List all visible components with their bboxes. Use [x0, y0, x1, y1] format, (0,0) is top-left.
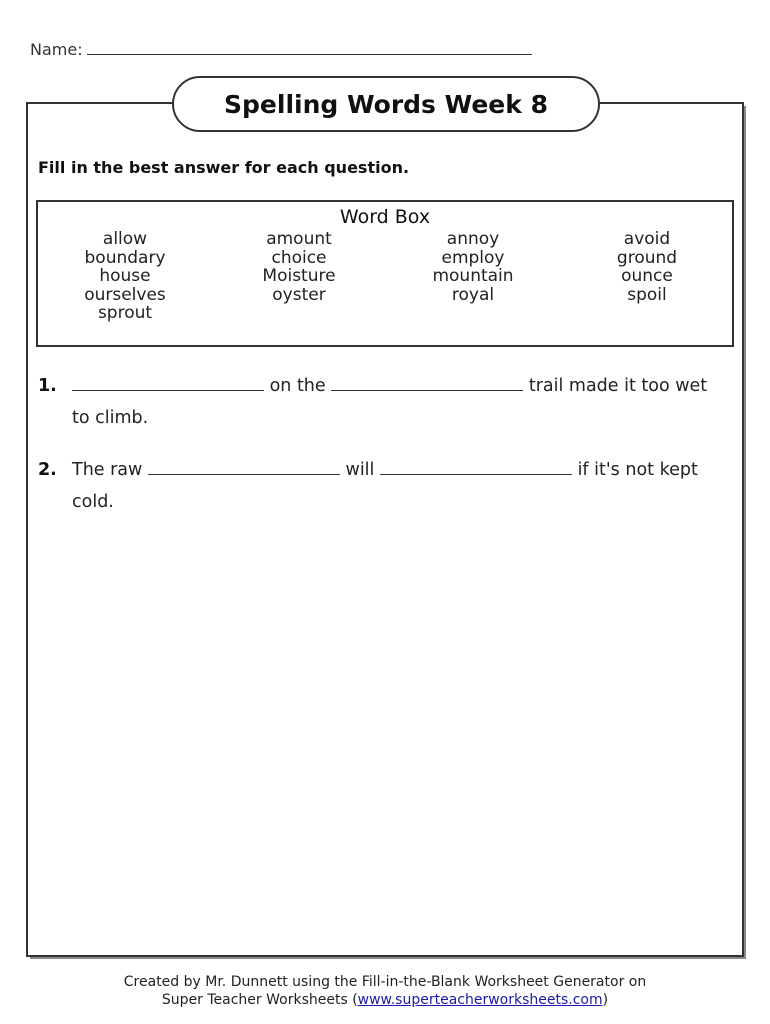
name-blank[interactable]	[87, 40, 532, 55]
word-item: ground	[616, 247, 678, 268]
word-item: boundary	[84, 247, 166, 268]
question-number: 2.	[38, 460, 57, 480]
word-item: sprout	[97, 303, 153, 323]
word-item: ounce	[621, 266, 673, 286]
word-item: house	[99, 266, 151, 286]
question-text: on the	[269, 376, 326, 396]
question-number: 1.	[38, 376, 57, 396]
question-text: The raw	[72, 460, 143, 480]
question-continuation: to climb.	[72, 408, 149, 428]
word-item: choice	[271, 247, 327, 268]
word-item: spoil	[627, 284, 667, 305]
word-item: ourselves	[84, 284, 166, 305]
footer-link[interactable]: www.superteacherworksheets.com	[357, 992, 603, 1008]
question-continuation: cold.	[72, 492, 114, 512]
word-item: mountain	[432, 266, 514, 286]
page-title: Spelling Words Week 8	[224, 89, 548, 119]
question-line	[72, 376, 707, 396]
word-grid	[38, 230, 732, 323]
footer	[0, 973, 770, 1009]
question-text: will	[345, 460, 375, 480]
word-box-title: Word Box	[339, 206, 431, 228]
name-field	[30, 40, 532, 59]
footer-source-suffix: )	[602, 992, 609, 1008]
word-column-1	[38, 230, 212, 323]
word-item: oyster	[272, 284, 326, 305]
word-box	[36, 200, 734, 347]
question-text: if it's not kept	[577, 460, 698, 480]
question-line	[72, 460, 698, 480]
answer-blank[interactable]	[331, 376, 523, 391]
word-column-2	[212, 230, 386, 323]
footer-credit: Created by Mr. Dunnett using the Fill-in-the-Blank Worksheet Generator on	[123, 974, 647, 990]
answer-blank[interactable]	[72, 376, 264, 391]
word-item: allow	[102, 229, 148, 249]
word-item: annoy	[446, 229, 500, 249]
instructions: Fill in the best answer for each question.	[38, 158, 410, 177]
answer-blank[interactable]	[148, 460, 340, 475]
answer-blank[interactable]	[380, 460, 572, 475]
word-item: employ	[441, 247, 505, 268]
word-item: amount	[266, 229, 332, 249]
word-item: Moisture	[262, 266, 336, 286]
question-text: trail made it too wet	[528, 376, 708, 396]
name-label: Name:	[30, 40, 83, 59]
word-column-3	[386, 230, 560, 323]
footer-source	[0, 991, 770, 1009]
word-item: royal	[451, 284, 495, 305]
footer-source-prefix: Super Teacher Worksheets (	[161, 992, 358, 1008]
title-banner	[172, 76, 600, 132]
word-item: avoid	[623, 229, 671, 249]
word-column-4	[560, 230, 734, 323]
